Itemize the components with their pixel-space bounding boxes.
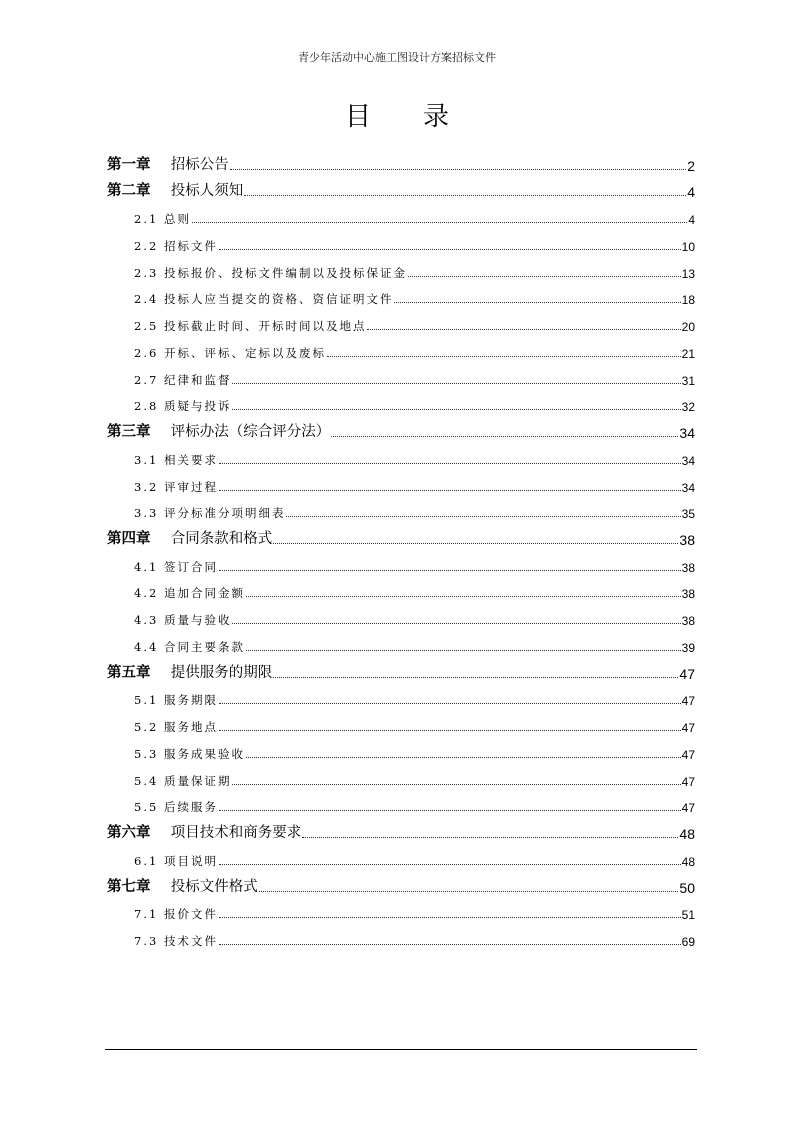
toc-section-entry[interactable] (107, 445, 695, 472)
toc-page-number: 31 (681, 373, 695, 388)
toc-page-number: 38 (681, 614, 695, 629)
toc-section-entry[interactable] (107, 846, 695, 873)
toc-page-number: 47 (681, 774, 695, 789)
toc-entry-label (134, 746, 245, 762)
toc-entry-number: 5.1 (134, 693, 159, 708)
toc-entry-title: 相关要求 (163, 452, 218, 467)
toc-entry-label (134, 799, 218, 815)
toc-dot-leader (408, 276, 681, 277)
toc-entry-number: 4.1 (134, 559, 159, 574)
toc-section-entry[interactable] (107, 472, 695, 499)
toc-page-number: 51 (681, 908, 695, 923)
toc-page-number: 38 (681, 587, 695, 602)
toc-entry-number: 4.2 (134, 586, 159, 601)
toc-entry-label (134, 291, 393, 307)
toc-entry-number: 5.3 (134, 746, 159, 761)
toc-entry-label (134, 479, 218, 495)
toc-entry-number: 第四章 (107, 531, 151, 548)
toc-entry-label (134, 505, 285, 521)
toc-section-entry[interactable] (107, 739, 695, 766)
footer-divider (105, 1049, 697, 1050)
toc-page-number: 47 (681, 747, 695, 762)
toc-entry-number: 2.1 (134, 212, 159, 227)
toc-dot-leader (232, 784, 680, 785)
toc-dot-leader (219, 810, 681, 811)
toc-section-entry[interactable] (107, 258, 695, 285)
toc-entry-label (134, 906, 218, 922)
toc-dot-leader (219, 463, 681, 464)
toc-dot-leader (219, 730, 681, 731)
toc-chapter-entry[interactable] (107, 819, 695, 846)
toc-section-entry[interactable] (107, 204, 695, 231)
toc-dot-leader (302, 837, 678, 838)
toc-entry-label (107, 179, 243, 200)
toc-entry-title: 投标人应当提交的资格、资信证明文件 (163, 292, 394, 307)
toc-entry-title: 项目说明 (163, 853, 218, 868)
toc-page-number: 34 (681, 480, 695, 495)
toc-entry-label (134, 853, 218, 869)
toc-dot-leader (219, 944, 681, 945)
toc-entry-label (134, 318, 366, 334)
toc-entry-number: 3.2 (134, 479, 159, 494)
toc-entry-title: 技术文件 (163, 934, 218, 949)
toc-entry-title: 评分标准分项明细表 (163, 506, 286, 521)
toc-entry-title: 开标、评标、定标以及废标 (163, 345, 326, 360)
toc-section-entry[interactable] (107, 579, 695, 606)
toc-page-number: 2 (687, 157, 695, 174)
toc-entry-number: 3.3 (134, 506, 159, 521)
toc-chapter-entry[interactable] (107, 525, 695, 552)
toc-entry-number: 7.1 (134, 907, 159, 922)
toc-entry-label (107, 153, 229, 174)
toc-dot-leader (259, 891, 679, 892)
toc-dot-leader (232, 383, 680, 384)
table-of-contents (107, 151, 695, 953)
toc-entry-label (134, 639, 245, 655)
toc-page-number: 47 (681, 801, 695, 816)
toc-dot-leader (273, 543, 678, 544)
toc-dot-leader (246, 596, 681, 597)
toc-dot-leader (219, 490, 681, 491)
toc-page-number: 10 (681, 239, 695, 254)
toc-entry-number: 2.6 (134, 345, 159, 360)
toc-chapter-entry[interactable] (107, 418, 695, 445)
toc-page-number: 47 (681, 721, 695, 736)
toc-entry-title: 投标人须知 (170, 183, 244, 200)
toc-entry-title: 提供服务的期限 (170, 664, 273, 681)
toc-entry-number: 第七章 (107, 878, 151, 895)
toc-dot-leader (219, 570, 681, 571)
toc-section-entry[interactable] (107, 338, 695, 365)
toc-section-entry[interactable] (107, 499, 695, 526)
toc-page-number: 34 (679, 425, 695, 442)
toc-page-number: 50 (679, 879, 695, 896)
toc-dot-leader (286, 516, 680, 517)
toc-entry-number: 5.4 (134, 773, 159, 788)
toc-section-entry[interactable] (107, 900, 695, 927)
toc-entry-number: 2.7 (134, 372, 159, 387)
toc-entry-label (134, 933, 218, 949)
toc-entry-title: 质量保证期 (163, 773, 232, 788)
toc-entry-label (134, 692, 218, 708)
toc-entry-label (134, 559, 218, 575)
toc-page-number: 18 (681, 293, 695, 308)
toc-dot-leader (230, 169, 687, 170)
toc-page-number: 35 (681, 507, 695, 522)
toc-page-number: 47 (679, 665, 695, 682)
toc-dot-leader (244, 195, 686, 196)
toc-entry-title: 纪律和监督 (163, 372, 232, 387)
toc-page-number: 13 (681, 266, 695, 281)
toc-entry-label (107, 875, 258, 896)
toc-page-number: 20 (681, 320, 695, 335)
toc-entry-label (134, 719, 218, 735)
toc-entry-title: 签订合同 (163, 559, 218, 574)
toc-entry-title: 招标文件 (163, 238, 218, 253)
toc-entry-number: 第二章 (107, 183, 151, 200)
toc-entry-title: 合同条款和格式 (170, 531, 273, 548)
toc-entry-label (107, 527, 272, 548)
toc-dot-leader (219, 864, 681, 865)
toc-chapter-entry[interactable] (107, 659, 695, 686)
toc-entry-title: 总则 (163, 212, 191, 227)
toc-section-entry[interactable] (107, 231, 695, 258)
toc-entry-label (134, 773, 231, 789)
toc-page-number: 4 (687, 184, 695, 201)
toc-entry-number: 第三章 (107, 424, 151, 441)
toc-entry-title: 质疑与投诉 (163, 399, 232, 414)
toc-entry-number: 4.4 (134, 639, 159, 654)
toc-section-entry[interactable] (107, 926, 695, 953)
toc-entry-number: 第一章 (107, 156, 151, 173)
toc-section-entry[interactable] (107, 605, 695, 632)
toc-dot-leader (219, 917, 681, 918)
toc-section-entry[interactable] (107, 632, 695, 659)
toc-page-number: 34 (681, 453, 695, 468)
toc-section-entry[interactable] (107, 766, 695, 793)
toc-section-entry[interactable] (107, 365, 695, 392)
toc-entry-label (134, 398, 231, 414)
toc-entry-title: 合同主要条款 (163, 639, 245, 654)
toc-entry-title: 质量与验收 (163, 613, 232, 628)
toc-entry-number: 2.4 (134, 292, 159, 307)
toc-entry-title: 服务成果验收 (163, 746, 245, 761)
toc-entry-number: 3.1 (134, 452, 159, 467)
toc-dot-leader (367, 329, 680, 330)
toc-dot-leader (219, 249, 681, 250)
toc-entry-number: 第五章 (107, 664, 151, 681)
toc-entry-label (134, 238, 218, 254)
toc-page-number: 4 (688, 213, 695, 228)
page-header: 青少年活动中心施工图设计方案招标文件 (298, 51, 496, 64)
toc-entry-number: 2.3 (134, 265, 159, 280)
toc-dot-leader (246, 650, 681, 651)
toc-dot-leader (331, 436, 678, 437)
toc-entry-number: 6.1 (134, 853, 159, 868)
toc-section-entry[interactable] (107, 712, 695, 739)
toc-dot-leader (327, 356, 681, 357)
toc-page-number: 39 (681, 640, 695, 655)
toc-entry-label (134, 345, 326, 361)
toc-section-entry[interactable] (107, 392, 695, 419)
toc-entry-number: 第六章 (107, 825, 151, 842)
toc-dot-leader (232, 409, 680, 410)
toc-entry-title: 投标报价、投标文件编制以及投标保证金 (163, 265, 407, 280)
toc-chapter-entry[interactable] (107, 873, 695, 900)
toc-entry-number: 4.3 (134, 613, 159, 628)
toc-entry-number: 2.8 (134, 399, 159, 414)
toc-page-number: 69 (681, 935, 695, 950)
toc-section-entry[interactable] (107, 285, 695, 312)
toc-dot-leader (219, 703, 681, 704)
toc-entry-title: 报价文件 (163, 907, 218, 922)
toc-chapter-entry[interactable] (107, 178, 695, 205)
toc-entry-label (134, 585, 245, 601)
toc-entry-number: 5.5 (134, 800, 159, 815)
toc-entry-title: 追加合同金额 (163, 586, 245, 601)
toc-page-number: 48 (679, 826, 695, 843)
toc-dot-leader (394, 302, 680, 303)
toc-dot-leader (232, 623, 680, 624)
toc-section-entry[interactable] (107, 311, 695, 338)
toc-entry-number: 5.2 (134, 720, 159, 735)
toc-dot-leader (192, 222, 687, 223)
toc-entry-label (134, 211, 191, 227)
toc-entry-label (134, 372, 231, 388)
toc-entry-label (107, 821, 301, 842)
page-title: 目录 (344, 102, 501, 132)
toc-entry-number: 2.2 (134, 238, 159, 253)
toc-entry-title: 评标办法（综合评分法） (170, 424, 331, 441)
toc-entry-label (107, 420, 330, 441)
toc-section-entry[interactable] (107, 686, 695, 713)
toc-page-number: 38 (679, 532, 695, 549)
toc-entry-title: 招标公告 (170, 156, 229, 173)
toc-entry-number: 7.3 (134, 934, 159, 949)
toc-section-entry[interactable] (107, 793, 695, 820)
toc-entry-number: 2.5 (134, 319, 159, 334)
toc-dot-leader (246, 757, 681, 758)
toc-page-number: 38 (681, 560, 695, 575)
toc-entry-title: 评审过程 (163, 479, 218, 494)
toc-page-number: 32 (681, 400, 695, 415)
toc-entry-label (134, 452, 218, 468)
toc-section-entry[interactable] (107, 552, 695, 579)
toc-page-number: 21 (681, 346, 695, 361)
toc-entry-label (134, 612, 231, 628)
toc-entry-label (134, 265, 407, 281)
toc-entry-title: 后续服务 (163, 800, 218, 815)
toc-entry-title: 投标截止时间、开标时间以及地点 (163, 319, 367, 334)
toc-page-number: 48 (681, 854, 695, 869)
toc-page-number: 47 (681, 694, 695, 709)
toc-entry-title: 服务期限 (163, 693, 218, 708)
toc-entry-label (107, 661, 272, 682)
toc-chapter-entry[interactable] (107, 151, 695, 178)
toc-entry-title: 投标文件格式 (170, 878, 258, 895)
toc-dot-leader (273, 677, 678, 678)
toc-entry-title: 项目技术和商务要求 (170, 825, 302, 842)
toc-entry-title: 服务地点 (163, 720, 218, 735)
